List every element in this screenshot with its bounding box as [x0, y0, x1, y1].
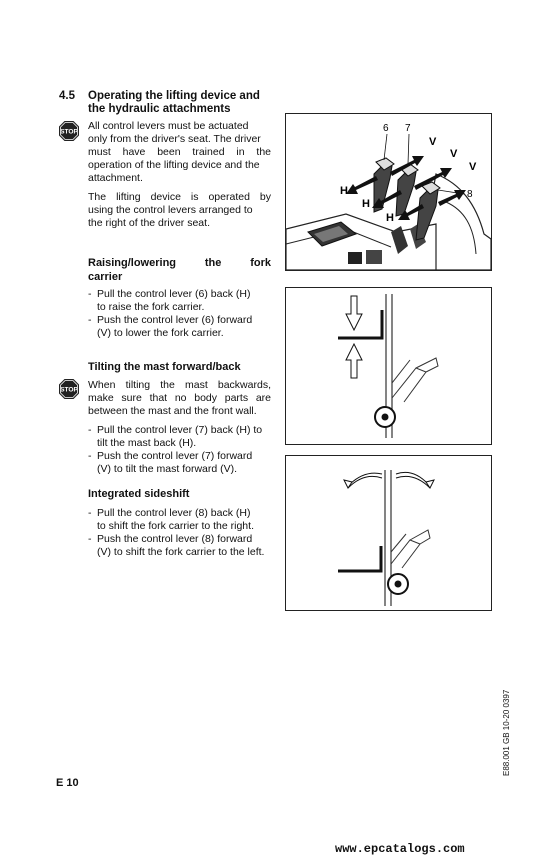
list-item: - Pull the control lever (6) back (H) to raise the fork carrier.	[88, 288, 273, 314]
tilt-figure	[285, 455, 492, 611]
list-item: - Pull the control lever (8) back (H) to shift the fork carrier to the right.	[88, 507, 278, 533]
lever-7-label: 7	[405, 123, 411, 134]
raise-lower-illustration	[286, 288, 491, 444]
warning-line: must have been trained in the	[88, 146, 271, 158]
forward-label: V	[429, 136, 437, 148]
list-item-line: to raise the fork carrier.	[97, 301, 205, 313]
list-item-line: Pull the control lever (8) back (H)	[97, 507, 251, 519]
stop-sign-icon	[58, 378, 80, 400]
lever-6-label: 6	[383, 123, 389, 134]
intro-paragraph	[88, 191, 271, 230]
document-code: E88.001 GB 10-20 0397	[502, 689, 511, 776]
stop-sign-label: STOP	[60, 128, 78, 136]
list-item-line: to shift the fork carrier to the right.	[97, 520, 254, 532]
website-link[interactable]: www.epcatalogs.com	[335, 842, 465, 856]
list-item-line: tilt the mast back (H).	[97, 437, 197, 449]
list-item: - Push the control lever (6) forward (V) to lower the fork carrier.	[88, 314, 273, 340]
warning-line: When tilting the mast backwards,	[88, 379, 271, 391]
intro-line: The lifting device is operated by	[88, 191, 271, 203]
warning-line: only from the driver's seat. The driver	[88, 133, 261, 145]
list-item-line: (V) to lower the fork carrier.	[97, 327, 224, 339]
warning-paragraph	[88, 120, 271, 185]
raising-heading-line2: carrier	[88, 271, 123, 283]
list-item-line: Pull the control lever (6) back (H)	[97, 288, 251, 300]
stop-sign-icon	[58, 120, 80, 142]
back-label: H	[386, 212, 394, 224]
list-item-line: Push the control lever (7) forward	[97, 450, 253, 462]
section-number: 4.5	[59, 90, 75, 102]
control-levers-illustration	[286, 114, 491, 270]
list-item-line: (V) to shift the fork carrier to the left.	[97, 546, 265, 558]
forward-label: V	[469, 161, 477, 173]
tilt-illustration	[286, 456, 491, 610]
raising-heading	[88, 256, 271, 284]
warning-line: operation of the lifting device and the	[88, 159, 260, 171]
warning-line: attachment.	[88, 172, 143, 184]
back-label: H	[340, 185, 348, 197]
intro-line: using the control levers arranged to	[88, 204, 253, 216]
warning-line: make sure that no body parts are	[88, 392, 271, 404]
page-number: E 10	[56, 777, 79, 789]
list-item: - Push the control lever (8) forward (V) to shift the fork carrier to the left.	[88, 533, 278, 559]
back-label: H	[362, 198, 370, 210]
list-item-line: Push the control lever (8) forward	[97, 533, 253, 545]
warning-line: between the mast and the front wall.	[88, 405, 257, 417]
list-item-line: (V) to tilt the mast forward (V).	[97, 463, 238, 475]
forward-label: V	[450, 148, 458, 160]
control-levers-figure	[285, 113, 492, 271]
warning-line: All control levers must be actuated	[88, 120, 249, 132]
intro-line: the right of the driver seat.	[88, 217, 210, 229]
tilting-warning	[88, 379, 271, 418]
lever-8-label: 8	[467, 189, 473, 200]
sideshift-heading: Integrated sideshift	[88, 488, 190, 500]
list-item: - Pull the control lever (7) back (H) to tilt the mast back (H).	[88, 424, 273, 450]
list-item-line: Push the control lever (6) forward	[97, 314, 253, 326]
section-title-line1: Operating the lifting device and	[88, 90, 260, 102]
raise-lower-figure	[285, 287, 492, 445]
section-title-line2: the hydraulic attachments	[88, 103, 231, 115]
list-item-line: Pull the control lever (7) back (H) to	[97, 424, 263, 436]
list-item: - Push the control lever (7) forward (V) to tilt the mast forward (V).	[88, 450, 273, 476]
stop-sign-label: STOP	[60, 386, 78, 394]
tilting-heading: Tilting the mast forward/back	[88, 361, 241, 373]
raising-heading-line1: Raising/lowering the fork	[88, 257, 271, 269]
